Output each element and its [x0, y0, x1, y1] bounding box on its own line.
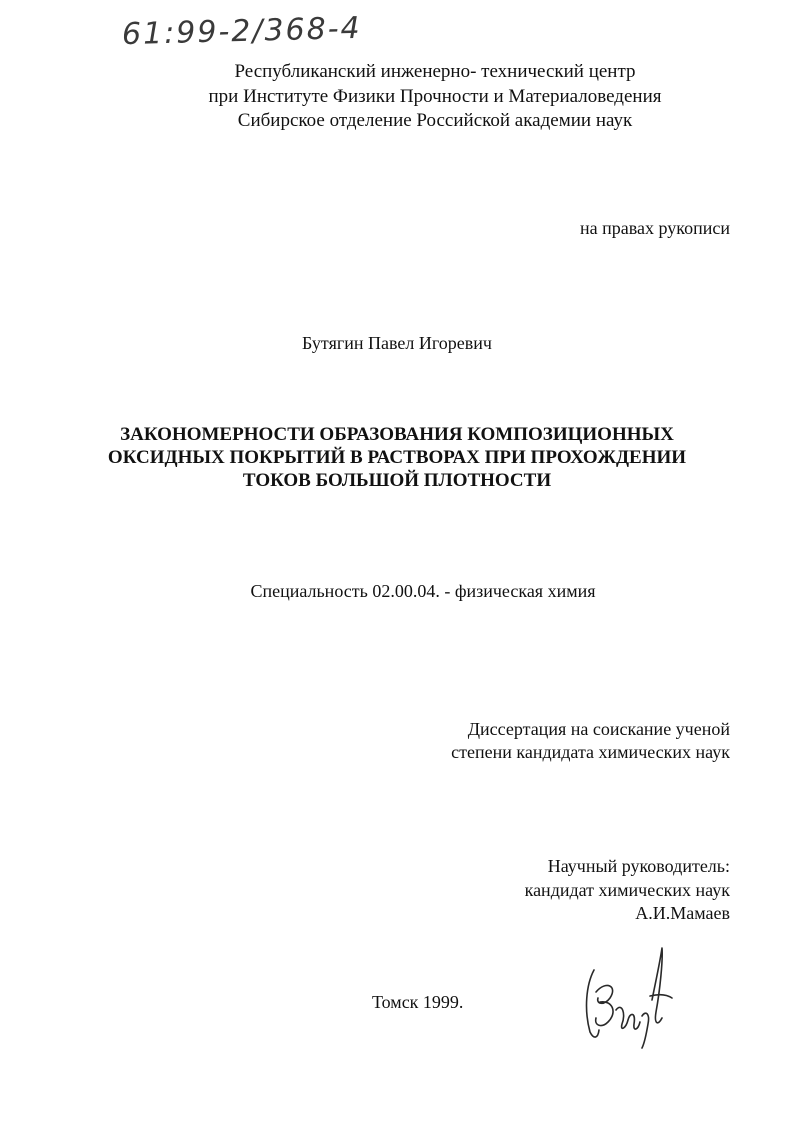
title-line-2: ОКСИДНЫХ ПОКРЫТИЙ В РАСТВОРАХ ПРИ ПРОХОЖДЕНИИ — [107, 447, 687, 468]
supervisor-degree: кандидат химических наук — [524, 879, 730, 900]
dissertation-line-1: Диссертация на соискание ученой — [467, 719, 730, 739]
rights-note: на правах рукописи — [580, 218, 730, 238]
title-line-3: ТОКОВ БОЛЬШОЙ ПЛОТНОСТИ — [242, 470, 552, 491]
supervisor-block — [525, 855, 730, 926]
institution-line-2: при Институте Физики Прочности и Материаловедения — [208, 85, 662, 107]
supervisor-name: А.И.Мамаев — [635, 903, 730, 923]
institution-line-1: Республиканский инженерно- технический центр — [234, 61, 636, 82]
city-year: Томск 1999. — [372, 992, 464, 1012]
specialty-line: Специальность 02.00.04. - физическая химия — [250, 581, 596, 601]
dissertation-line-2: степени кандидата химических наук — [451, 742, 730, 762]
title-line-1: ЗАКОНОМЕРНОСТИ ОБРАЗОВАНИЯ КОМПОЗИЦИОННЫХ — [120, 424, 674, 445]
handwritten-archive-number: 61:99-2/368-4 — [121, 10, 363, 53]
dissertation-statement — [451, 718, 730, 764]
thesis-title — [60, 423, 734, 492]
supervisor-role: Научный руководитель: — [547, 856, 730, 876]
handwritten-signature-icon — [572, 940, 682, 1050]
institution-line-3: Сибирское отделение Российской академии наук — [237, 110, 633, 131]
author-name: Бутягин Павел Игоревич — [302, 333, 492, 353]
institution-header — [150, 60, 720, 134]
